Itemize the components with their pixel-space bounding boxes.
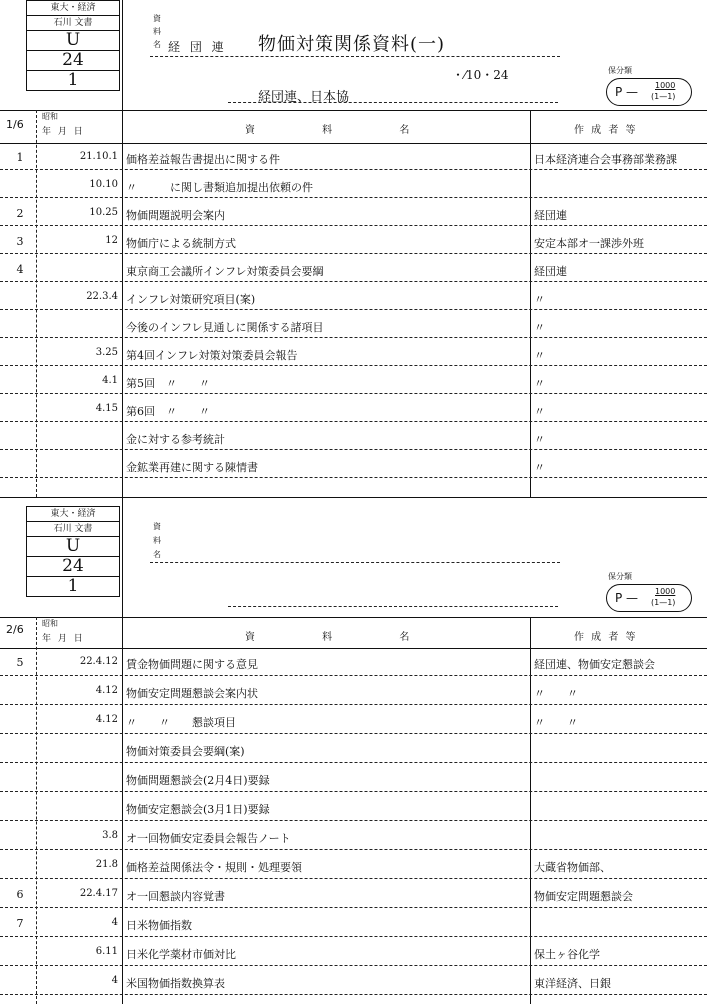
row-document-name: 今後のインフレ見通しに関係する諸項目 — [126, 321, 324, 334]
row-divider — [0, 281, 707, 282]
row-number: 6 — [16, 888, 24, 901]
page-number-1: 1/6 — [6, 118, 24, 131]
stamp-date: ・⁄10・24 — [452, 68, 509, 82]
row-date: 10.25 — [89, 207, 118, 218]
row-number: 7 — [16, 917, 24, 930]
row-author: 安定本部オ一課渉外班 — [534, 237, 644, 250]
label-material-2-2: 料 — [153, 536, 161, 545]
col-date-1: 年 月 日 — [42, 127, 85, 137]
col-era-2: 昭和 — [42, 619, 58, 628]
col-name-2: 資 料 名 — [245, 632, 412, 643]
row-divider — [0, 762, 707, 763]
class-label: 保分類 — [608, 66, 632, 75]
stamp-number-2: 24 — [27, 557, 119, 577]
row-date: 4.12 — [95, 685, 118, 696]
row-author: 物価安定問題懇談会 — [534, 890, 633, 903]
row-document-name: 賃金物価問題に関する意見 — [126, 658, 258, 671]
row-author: 東洋経済、日銀 — [534, 977, 611, 990]
row-document-name: 〃 〃 懇談項目 — [126, 716, 236, 729]
row-document-name: 物価安定懇談会(3月1日)要録 — [126, 803, 270, 816]
row-document-name: 金鉱業再建に関する陳情書 — [126, 461, 258, 474]
row-divider — [0, 253, 707, 254]
row-date: 21.10.1 — [79, 151, 118, 162]
class-code: P — — [615, 85, 639, 99]
row-author: 〃 〃 — [534, 687, 578, 700]
row-document-name: 物価安定問題懇談会案内状 — [126, 687, 258, 700]
row-divider — [0, 675, 707, 676]
row-author: 保土ヶ谷化学 — [534, 948, 600, 961]
document-subline: 経団連、日本協 — [258, 90, 350, 105]
col-date-2: 年 月 日 — [42, 634, 85, 644]
stamp-volume: 1 — [67, 70, 79, 90]
row-date: 3.25 — [95, 347, 118, 358]
row-number: 1 — [16, 151, 24, 164]
row-document-name: 物価庁による統制方式 — [126, 237, 236, 250]
col-era-1: 昭和 — [42, 112, 58, 121]
row-divider — [0, 365, 707, 366]
row-author: 経団連 — [534, 209, 567, 222]
collection-stamp-2 — [26, 506, 120, 597]
label-material-2-1: 資 — [153, 522, 161, 531]
row-date: 6.11 — [95, 946, 118, 957]
class-label-2: 保分類 — [608, 572, 632, 581]
row-divider — [0, 849, 707, 850]
row-divider — [0, 449, 707, 450]
row-divider — [0, 878, 707, 879]
row-document-name: オ一回懇談内容覚書 — [126, 890, 225, 903]
row-document-name: 物価問題説明会案内 — [126, 209, 225, 222]
class-frac-top: 1000 — [655, 81, 676, 90]
row-divider — [0, 393, 707, 394]
stamp-number: 24 — [27, 51, 119, 71]
row-author: 〃 — [534, 293, 545, 306]
class-code-2: P — — [615, 591, 639, 605]
row-author: 日本経済連合会事務部業務課 — [534, 153, 677, 166]
row-date: 4 — [111, 917, 118, 928]
row-document-name: 金に対する参考統計 — [126, 433, 225, 446]
row-divider — [0, 907, 707, 908]
row-author: 経団連 — [534, 265, 567, 278]
label-material-2-3: 名 — [153, 550, 161, 559]
row-document-name: 価格差益報告書提出に関する件 — [126, 153, 280, 166]
row-document-name: 第6回 〃 〃 — [126, 405, 210, 418]
stamp-collection-2: 石川 文書 — [27, 522, 119, 537]
class-frac-top-2: 1000 — [655, 587, 676, 596]
row-divider — [0, 994, 707, 995]
row-divider — [0, 820, 707, 821]
label-material-3: 名 — [153, 40, 161, 49]
class-code-box — [606, 78, 692, 106]
class-code-box-2 — [606, 584, 692, 612]
row-date: 4.15 — [95, 403, 118, 414]
row-divider — [0, 421, 707, 422]
row-date: 22.3.4 — [86, 291, 118, 302]
row-document-name: 物価問題懇談会(2月4日)要録 — [126, 774, 270, 787]
row-author: 〃 — [534, 349, 545, 362]
row-author: 〃 — [534, 321, 545, 334]
row-document-name: 米国物価指数換算表 — [126, 977, 225, 990]
row-divider — [0, 197, 707, 198]
row-date: 4.12 — [95, 714, 118, 725]
stamp-letter: U — [27, 31, 119, 51]
row-author: 〃 〃 — [534, 716, 578, 729]
row-divider — [0, 225, 707, 226]
row-divider — [0, 309, 707, 310]
row-divider — [0, 965, 707, 966]
row-number: 4 — [16, 263, 24, 276]
class-frac-bottom-2: (1—1) — [651, 598, 676, 607]
stamp-letter-2: U — [27, 537, 119, 557]
row-author: 経団連、物価安定懇談会 — [534, 658, 655, 671]
label-material-1: 資 — [153, 14, 161, 23]
label-material-2: 料 — [153, 27, 161, 36]
row-date: 22.4.17 — [79, 888, 118, 899]
row-divider — [0, 733, 707, 734]
stamp-volume-2: 1 — [67, 576, 79, 596]
row-author: 〃 — [534, 461, 545, 474]
col-author-2: 作 成 者 等 — [574, 632, 638, 643]
row-divider — [0, 169, 707, 170]
row-divider — [0, 704, 707, 705]
row-document-name: 価格差益関係法令・規則・処理要領 — [126, 861, 302, 874]
row-author: 〃 — [534, 405, 545, 418]
row-number: 2 — [16, 207, 24, 220]
class-frac-bottom: (1—1) — [651, 92, 676, 101]
stamp-institution: 東大・経済 — [27, 1, 119, 16]
row-date: 21.8 — [95, 859, 118, 870]
row-date: 12 — [105, 235, 118, 246]
row-document-name: 日米物価指数 — [126, 919, 192, 932]
stamp-institution-2: 東大・経済 — [27, 507, 119, 522]
row-divider — [0, 337, 707, 338]
col-name-1: 資 料 名 — [245, 125, 412, 136]
row-document-name: 第4回インフレ対策対策委員会報告 — [126, 349, 298, 362]
row-divider — [0, 477, 707, 478]
row-date: 4.1 — [102, 375, 118, 386]
row-author: 〃 — [534, 377, 545, 390]
stamp-collection: 石川 文書 — [27, 16, 119, 31]
row-document-name: インフレ対策研究項目(案) — [126, 293, 256, 306]
row-document-name: 物価対策委員会要綱(案) — [126, 745, 245, 758]
row-author: 大蔵省物価部、 — [534, 861, 611, 874]
col-author-1: 作 成 者 等 — [574, 125, 638, 136]
row-divider — [0, 791, 707, 792]
row-number: 3 — [16, 235, 24, 248]
row-number: 5 — [16, 656, 24, 669]
org-name: 経 団 連 — [168, 40, 227, 54]
row-document-name: 東京商工会議所インフレ対策委員会要綱 — [126, 265, 324, 278]
row-author: 〃 — [534, 433, 545, 446]
row-date: 3.8 — [102, 830, 118, 841]
row-document-name: 第5回 〃 〃 — [126, 377, 210, 390]
row-date: 10.10 — [89, 179, 118, 190]
row-document-name: 日米化学薬材市価対比 — [126, 948, 236, 961]
document-title: 物価対策関係資料(一) — [258, 34, 446, 55]
row-divider — [0, 936, 707, 937]
collection-stamp-1 — [26, 0, 120, 91]
row-document-name: オ一回物価安定委員会報告ノート — [126, 832, 291, 845]
page-number-2: 2/6 — [6, 623, 24, 636]
row-document-name: 〃 に関し書類追加提出依頼の件 — [126, 181, 313, 194]
row-date: 4 — [111, 975, 118, 986]
row-date: 22.4.12 — [79, 656, 118, 667]
